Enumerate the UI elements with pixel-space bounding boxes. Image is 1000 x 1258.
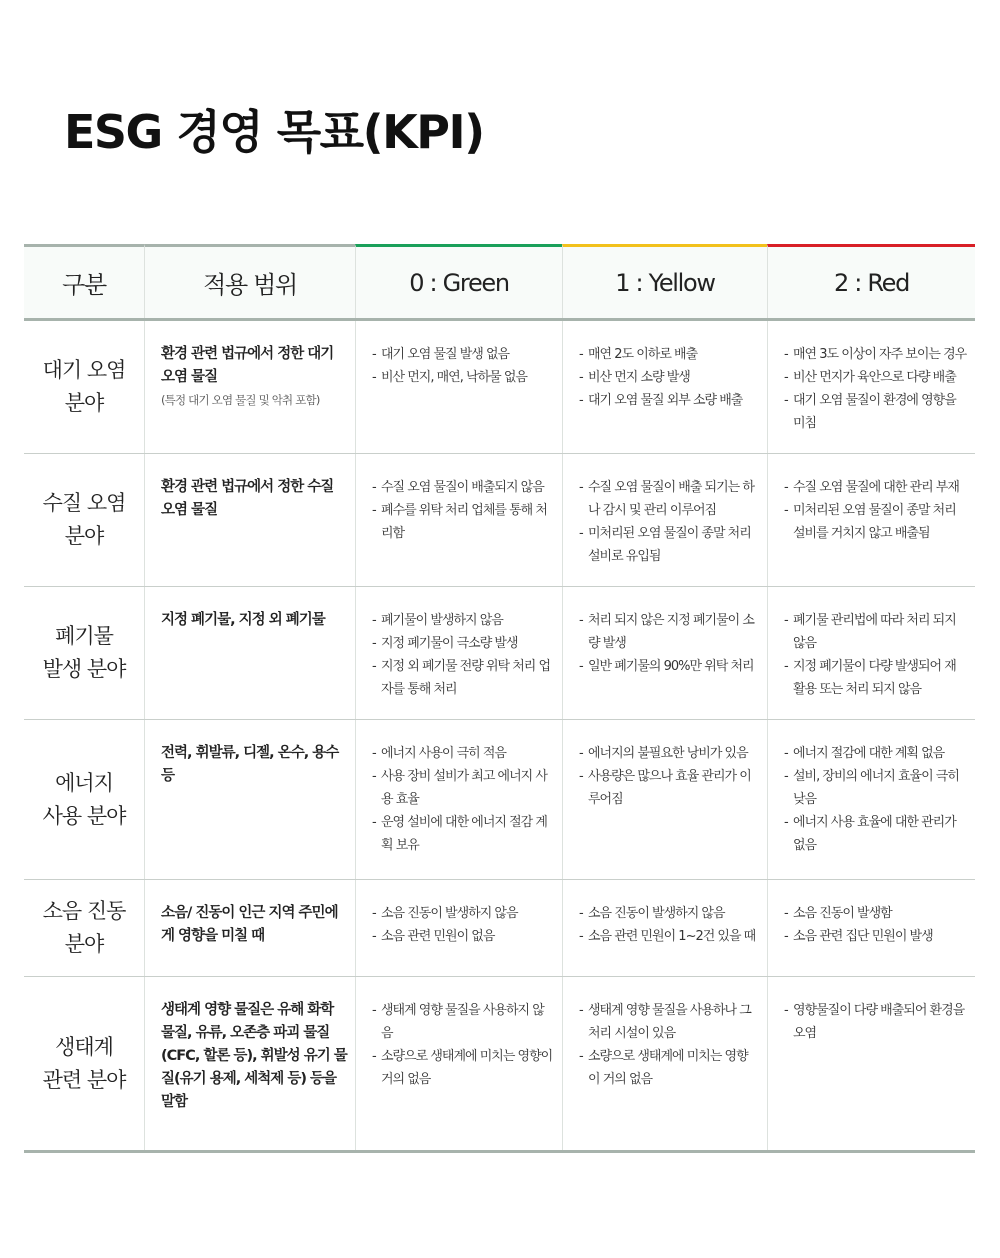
green-criteria-list [372,999,554,1091]
category-cell [24,454,144,586]
scope-cell [144,977,355,1150]
criteria-item: - 매연 3도 이상이 자주 보이는 경우 [784,343,967,366]
yellow-criteria-list [579,609,759,678]
green-criteria-list [372,902,554,948]
category-cell [24,587,144,719]
criteria-item: - 소량으로 생태계에 미치는 영향이 거의 없음 [372,1045,554,1091]
scope-note: (특정 대기 오염 물질 및 악취 포함) [161,393,320,407]
yellow-criteria-list [579,999,759,1091]
table-row [24,977,975,1153]
green-criteria-cell [355,454,562,586]
category-label: 수질 오염 분야 [42,491,126,548]
kpi-table [24,244,975,1153]
table-row [24,720,975,880]
criteria-item: - 소음 진동이 발생하지 않음 [372,902,554,925]
red-criteria-list [784,343,967,435]
criteria-item: - 소량으로 생태계에 미치는 영향이 거의 없음 [579,1045,759,1091]
category-label: 대기 오염 분야 [42,358,126,415]
yellow-criteria-list [579,902,759,948]
criteria-item: - 대기 오염 물질 외부 소량 배출 [579,389,759,412]
green-criteria-list [372,476,554,545]
criteria-item: - 영향물질이 다량 배출되어 환경을 오염 [784,999,967,1045]
criteria-item: - 에너지 사용 효율에 대한 관리가 없음 [784,811,967,857]
table-body [24,321,975,1153]
red-criteria-list [784,999,967,1045]
scope-text: 지정 폐기물, 지정 외 폐기물 [161,612,325,628]
category-cell [24,321,144,453]
category-label: 폐기물 발생 분야 [42,624,126,681]
criteria-item: - 폐기물 관리법에 따라 처리 되지 않음 [784,609,967,655]
criteria-item: - 소음 관련 민원이 1~2건 있을 때 [579,925,759,948]
category-label: 생태계 관련 분야 [42,1034,126,1092]
criteria-item: - 처리 되지 않은 지정 폐기물이 소량 발생 [579,609,759,655]
category-cell [24,720,144,879]
red-criteria-list [784,609,967,701]
yellow-criteria-cell [562,880,767,976]
scope-text: 환경 관련 법규에서 정한 대기 오염 물질 [161,346,334,385]
criteria-item: - 소음 관련 민원이 없음 [372,925,554,948]
criteria-item: - 미처리된 오염 물질이 종말 처리 설비를 거치지 않고 배출됨 [784,499,967,545]
yellow-criteria-cell [562,321,767,453]
criteria-item: - 에너지 절감에 대한 계획 없음 [784,742,967,765]
criteria-item: - 에너지 사용이 극히 적음 [372,742,554,765]
criteria-item: - 소음 진동이 발생함 [784,902,967,925]
green-criteria-cell [355,587,562,719]
scope-text: 생태계 영향 물질은 유해 화학 물질, 유류, 오존층 파괴 물질 (CFC, 할론 등), 휘발성 유기 물질(유기 용제, 세척제 등) 등을 말함 [161,1002,347,1110]
criteria-item: - 수질 오염 물질에 대한 관리 부재 [784,476,967,499]
criteria-item: - 사용량은 많으나 효율 관리가 이루어짐 [579,765,759,811]
criteria-item: - 지정 폐기물이 다량 발생되어 재활용 또는 처리 되지 않음 [784,655,967,701]
criteria-item: - 생태계 영향 물질을 사용하나 그 처리 시설이 있음 [579,999,759,1045]
red-criteria-cell [767,720,975,879]
criteria-item: - 폐수를 위탁 처리 업체를 통해 처리함 [372,499,554,545]
yellow-criteria-cell [562,720,767,879]
red-criteria-list [784,476,967,545]
criteria-item: - 사용 장비 설비가 최고 에너지 사용 효율 [372,765,554,811]
red-criteria-cell [767,880,975,976]
criteria-item: - 매연 2도 이하로 배출 [579,343,759,366]
category-label: 소음 진동 분야 [42,899,126,956]
yellow-criteria-list [579,742,759,811]
page-title: ESG 경영 목표(KPI) [64,105,484,159]
criteria-item: - 비산 먼지, 매연, 낙하물 없음 [372,366,554,389]
scope-cell [144,321,355,453]
criteria-item: - 설비, 장비의 에너지 효율이 극히 낮음 [784,765,967,811]
table-header [24,244,975,321]
green-criteria-cell [355,321,562,453]
header-category: 구분 [24,244,144,318]
category-label: 에너지 사용 분야 [42,770,126,828]
criteria-item: - 생태계 영향 물질을 사용하지 않음 [372,999,554,1045]
green-criteria-cell [355,720,562,879]
scope-text: 소음/ 진동이 인근 지역 주민에게 영향을 미칠 때 [161,905,338,944]
criteria-item: - 지정 외 폐기물 전량 위탁 처리 업자를 통해 처리 [372,655,554,701]
green-criteria-cell [355,977,562,1150]
criteria-item: - 지정 폐기물이 극소량 발생 [372,632,554,655]
header-green: 0 : Green [355,244,562,318]
table-row [24,880,975,977]
red-criteria-cell [767,321,975,453]
header-red: 2 : Red [767,244,975,318]
scope-text: 전력, 휘발류, 디젤, 온수, 용수 등 [161,745,339,784]
green-criteria-cell [355,880,562,976]
header-scope: 적용 범위 [144,244,355,318]
criteria-item: - 대기 오염 물질이 환경에 영향을 미침 [784,389,967,435]
red-criteria-cell [767,977,975,1150]
criteria-item: - 비산 먼지가 육안으로 다량 배출 [784,366,967,389]
yellow-criteria-cell [562,587,767,719]
criteria-item: - 비산 먼지 소량 발생 [579,366,759,389]
header-yellow: 1 : Yellow [562,244,767,318]
scope-cell [144,720,355,879]
yellow-criteria-list [579,343,759,412]
table-row [24,321,975,454]
criteria-item: - 운영 설비에 대한 에너지 절감 계획 보유 [372,811,554,857]
criteria-item: - 수질 오염 물질이 배출되지 않음 [372,476,554,499]
green-criteria-list [372,742,554,857]
yellow-criteria-list [579,476,759,568]
scope-cell [144,587,355,719]
scope-cell [144,454,355,586]
criteria-item: - 소음 관련 집단 민원이 발생 [784,925,967,948]
green-criteria-list [372,609,554,701]
criteria-item: - 에너지의 불필요한 낭비가 있음 [579,742,759,765]
category-cell [24,880,144,976]
red-criteria-list [784,902,967,948]
yellow-criteria-cell [562,454,767,586]
category-cell [24,977,144,1150]
red-criteria-list [784,742,967,857]
criteria-item: - 대기 오염 물질 발생 없음 [372,343,554,366]
criteria-item: - 미처리된 오염 물질이 종말 처리 설비로 유입됨 [579,522,759,568]
red-criteria-cell [767,454,975,586]
table-row [24,454,975,587]
yellow-criteria-cell [562,977,767,1150]
scope-text: 환경 관련 법규에서 정한 수질 오염 물질 [161,479,334,518]
red-criteria-cell [767,587,975,719]
criteria-item: - 수질 오염 물질이 배출 되기는 하나 감시 및 관리 이루어짐 [579,476,759,522]
criteria-item: - 일반 폐기물의 90%만 위탁 처리 [579,655,759,678]
table-row [24,587,975,720]
criteria-item: - 폐기물이 발생하지 않음 [372,609,554,632]
criteria-item: - 소음 진동이 발생하지 않음 [579,902,759,925]
scope-cell [144,880,355,976]
green-criteria-list [372,343,554,389]
